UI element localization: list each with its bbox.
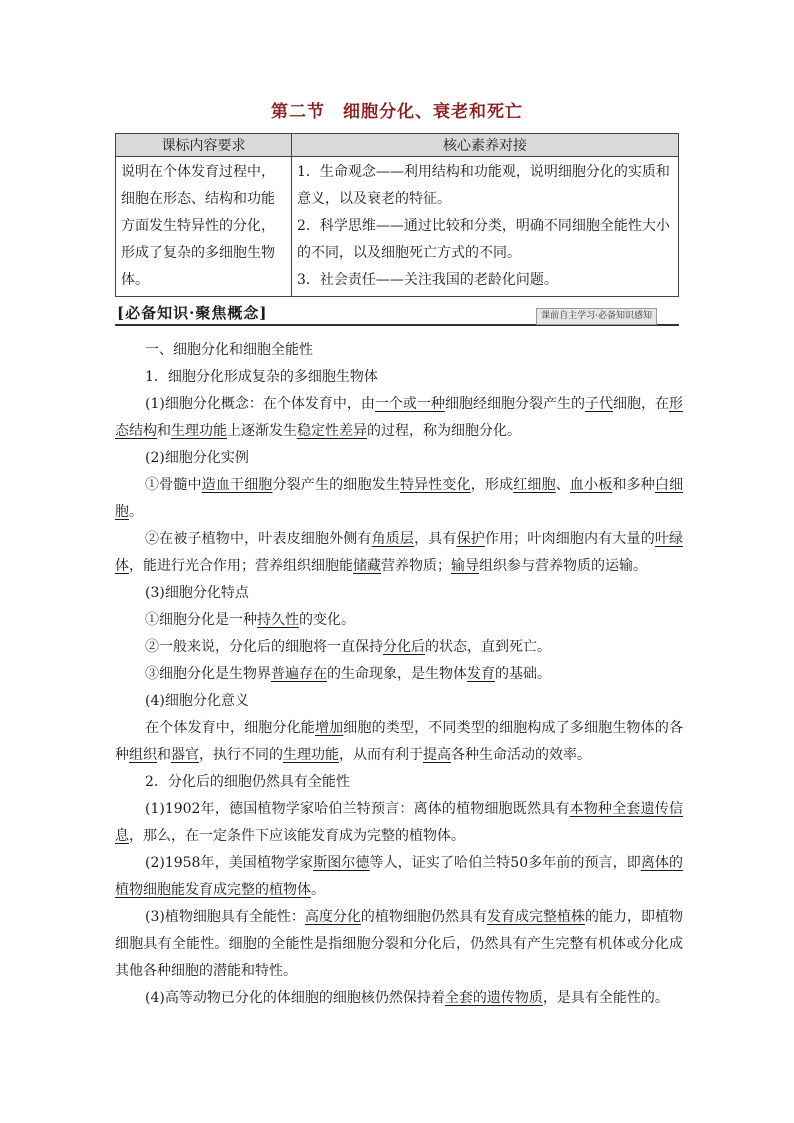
text-segment: (4)高等动物已分化的体细胞的细胞核仍然保持着 bbox=[145, 990, 445, 1006]
body-paragraph bbox=[115, 634, 683, 661]
text-segment: (2)1958年，美国植物学家 bbox=[145, 855, 314, 871]
text-segment: ，具有 bbox=[414, 531, 457, 547]
literacy-item: 3．社会责任——关注我国的老龄化问题。 bbox=[297, 272, 558, 288]
text-segment: 细胞的类型，不同类型的细胞构成了多细胞生物体的各种 bbox=[115, 720, 684, 763]
body-paragraph bbox=[115, 364, 683, 391]
underlined-answer: 角质层 bbox=[371, 531, 415, 547]
underlined-answer: 造血干细胞 bbox=[201, 477, 273, 493]
underlined-answer: 生理功能 bbox=[283, 747, 339, 763]
underlined-answer: 发育 bbox=[467, 666, 495, 682]
text-segment: 作用；叶肉细胞内有大量的 bbox=[484, 531, 655, 547]
text-segment: ①骨髓中 bbox=[145, 477, 202, 493]
text-segment: ，能进行光合作用；营养组织细胞能 bbox=[129, 558, 353, 574]
text-segment: ，执行不同的 bbox=[199, 747, 283, 763]
underlined-answer: 保护 bbox=[456, 531, 485, 547]
text-segment: 细胞，在 bbox=[613, 396, 670, 412]
band-tag: 课前自主学习·必备知识感知 bbox=[536, 308, 657, 325]
body-paragraph bbox=[115, 850, 683, 904]
section-name: 细胞分化、衰老和死亡 bbox=[343, 102, 523, 122]
text-segment: 、 bbox=[555, 477, 570, 493]
text-segment: ③细胞分化是生物界 bbox=[145, 666, 271, 682]
body-paragraph bbox=[115, 985, 683, 1012]
text-segment: 和 bbox=[157, 423, 171, 439]
body-paragraph bbox=[115, 661, 683, 688]
underlined-answer: 斯图尔德 bbox=[313, 855, 370, 871]
text-segment: 和多种 bbox=[612, 477, 655, 493]
curriculum-requirement-cell: 说明在个体发育过程中，细胞在形态、结构和功能方面发生特异性的分化，形成了复杂的多细胞生物体。 bbox=[116, 157, 292, 297]
core-literacy-cell bbox=[292, 157, 679, 297]
text-segment: (2)细胞分化实例 bbox=[145, 450, 249, 466]
underlined-answer: 发育成完整植株 bbox=[486, 909, 585, 925]
body-paragraph bbox=[115, 526, 683, 580]
body-paragraph bbox=[115, 715, 683, 769]
text-segment: (1)细胞分化概念：在个体发育中，由 bbox=[145, 396, 375, 412]
text-segment: (4)细胞分化意义 bbox=[145, 693, 249, 709]
text-segment: (3)植物细胞具有全能性： bbox=[145, 909, 305, 925]
underlined-answer: 全套的遗传物质 bbox=[444, 990, 543, 1006]
text-segment: 的基础。 bbox=[495, 666, 551, 682]
underlined-answer: 持久性 bbox=[257, 612, 299, 628]
underlined-answer: 普遍存在 bbox=[271, 666, 327, 682]
underlined-answer: 白细胞 bbox=[115, 477, 684, 520]
underlined-answer: 本物种全套遗传信息 bbox=[115, 801, 684, 844]
text-segment: 营养物质； bbox=[381, 558, 451, 574]
body-paragraph bbox=[115, 472, 683, 526]
underlined-answer: 分化后 bbox=[383, 639, 425, 655]
text-segment: 的状态，直到死亡。 bbox=[425, 639, 551, 655]
table-header-left: 课标内容要求 bbox=[116, 134, 292, 157]
text-segment: 2．分化后的细胞仍然具有全能性 bbox=[145, 774, 350, 790]
section-number: 第二节 bbox=[271, 102, 325, 122]
body-text bbox=[115, 337, 683, 1012]
text-segment: ，从而有利于 bbox=[339, 747, 423, 763]
text-segment: (3)细胞分化特点 bbox=[145, 585, 249, 601]
underlined-answer: 稳定性差异 bbox=[297, 423, 367, 439]
text-segment: (1)1902年，德国植物学家哈伯兰特预言：离体的植物细胞既然具有 bbox=[145, 801, 570, 817]
underlined-answer: 特异性变化 bbox=[399, 477, 471, 493]
text-segment: ，形成 bbox=[470, 477, 514, 493]
text-segment: ①细胞分化是一种 bbox=[145, 612, 257, 628]
underlined-answer: 叶绿体 bbox=[115, 531, 684, 574]
body-paragraph bbox=[115, 337, 683, 364]
text-segment: 的生命现象，是生物体 bbox=[327, 666, 467, 682]
band-heading: [必备知识·聚焦概念] bbox=[117, 304, 268, 322]
underlined-answer: 生理功能 bbox=[171, 423, 227, 439]
body-paragraph bbox=[115, 391, 683, 445]
body-paragraph bbox=[115, 580, 683, 607]
section-title bbox=[0, 97, 794, 122]
text-segment: 各种生命活动的效率。 bbox=[451, 747, 591, 763]
text-segment: ，那么，在一定条件下应该能发育成为完整的植物体。 bbox=[129, 828, 465, 844]
body-paragraph bbox=[115, 445, 683, 472]
standards-table bbox=[115, 133, 679, 297]
text-segment: 的过程，称为细胞分化。 bbox=[367, 423, 521, 439]
text-segment: 在个体发育中，细胞分化能 bbox=[145, 720, 315, 736]
body-paragraph bbox=[115, 904, 683, 985]
underlined-answer: 储藏 bbox=[353, 558, 381, 574]
text-segment: 细胞经细胞分裂产生的 bbox=[444, 396, 585, 412]
underlined-answer: 输导 bbox=[451, 558, 479, 574]
literacy-item: 2．科学思维——通过比较和分类，明确不同细胞全能性大小的不同，以及细胞死亡方式的不同。 bbox=[297, 218, 670, 261]
underlined-answer: 血小板 bbox=[569, 477, 613, 493]
underlined-answer: 高度分化 bbox=[304, 909, 361, 925]
underlined-answer: 离体的植物细胞能发育成完整的植物体 bbox=[115, 855, 684, 898]
body-paragraph bbox=[115, 688, 683, 715]
text-segment: ②一般来说，分化后的细胞将一直保持 bbox=[145, 639, 383, 655]
text-segment: 。 bbox=[129, 504, 143, 520]
literacy-item: 1．生命观念——利用结构和功能观，说明细胞分化的实质和意义，以及衰老的特征。 bbox=[297, 164, 670, 207]
table-header-right: 核心素养对接 bbox=[292, 134, 679, 157]
text-segment: 的能力，即植物细胞具有全能性。细胞的全能性是指细胞分裂和分化后，仍然具有产生完整有机体或分化成其他各种细胞的潜能和特性。 bbox=[115, 909, 684, 979]
text-segment: 组织参与营养物质的运输。 bbox=[479, 558, 647, 574]
body-paragraph bbox=[115, 769, 683, 796]
underlined-answer: 形态结构 bbox=[115, 396, 684, 439]
underlined-answer: 增加 bbox=[314, 720, 344, 736]
underlined-answer: 提高 bbox=[423, 747, 451, 763]
underlined-answer: 一个或一种 bbox=[374, 396, 445, 412]
text-segment: ，是具有全能性的。 bbox=[542, 990, 669, 1006]
section-band bbox=[115, 302, 679, 326]
text-segment: 一、细胞分化和细胞全能性 bbox=[145, 342, 313, 358]
body-paragraph bbox=[115, 607, 683, 634]
body-paragraph bbox=[115, 796, 683, 850]
text-segment: 分裂产生的细胞发生 bbox=[272, 477, 400, 493]
underlined-answer: 子代 bbox=[584, 396, 613, 412]
text-segment: 上逐渐发生 bbox=[227, 423, 297, 439]
text-segment: 1．细胞分化形成复杂的多细胞生物体 bbox=[145, 369, 378, 385]
text-segment: 和 bbox=[157, 747, 171, 763]
text-segment: 等人，证实了哈伯兰特50多年前的预言，即 bbox=[369, 855, 641, 871]
text-segment: 的变化。 bbox=[299, 612, 355, 628]
text-segment: 的植物细胞仍然具有 bbox=[360, 909, 487, 925]
underlined-answer: 组织 bbox=[129, 747, 157, 763]
text-segment: 。 bbox=[311, 882, 325, 898]
text-segment: ②在被子植物中，叶表皮细胞外侧有 bbox=[145, 531, 372, 547]
underlined-answer: 器官 bbox=[171, 747, 199, 763]
underlined-answer: 红细胞 bbox=[513, 477, 556, 493]
